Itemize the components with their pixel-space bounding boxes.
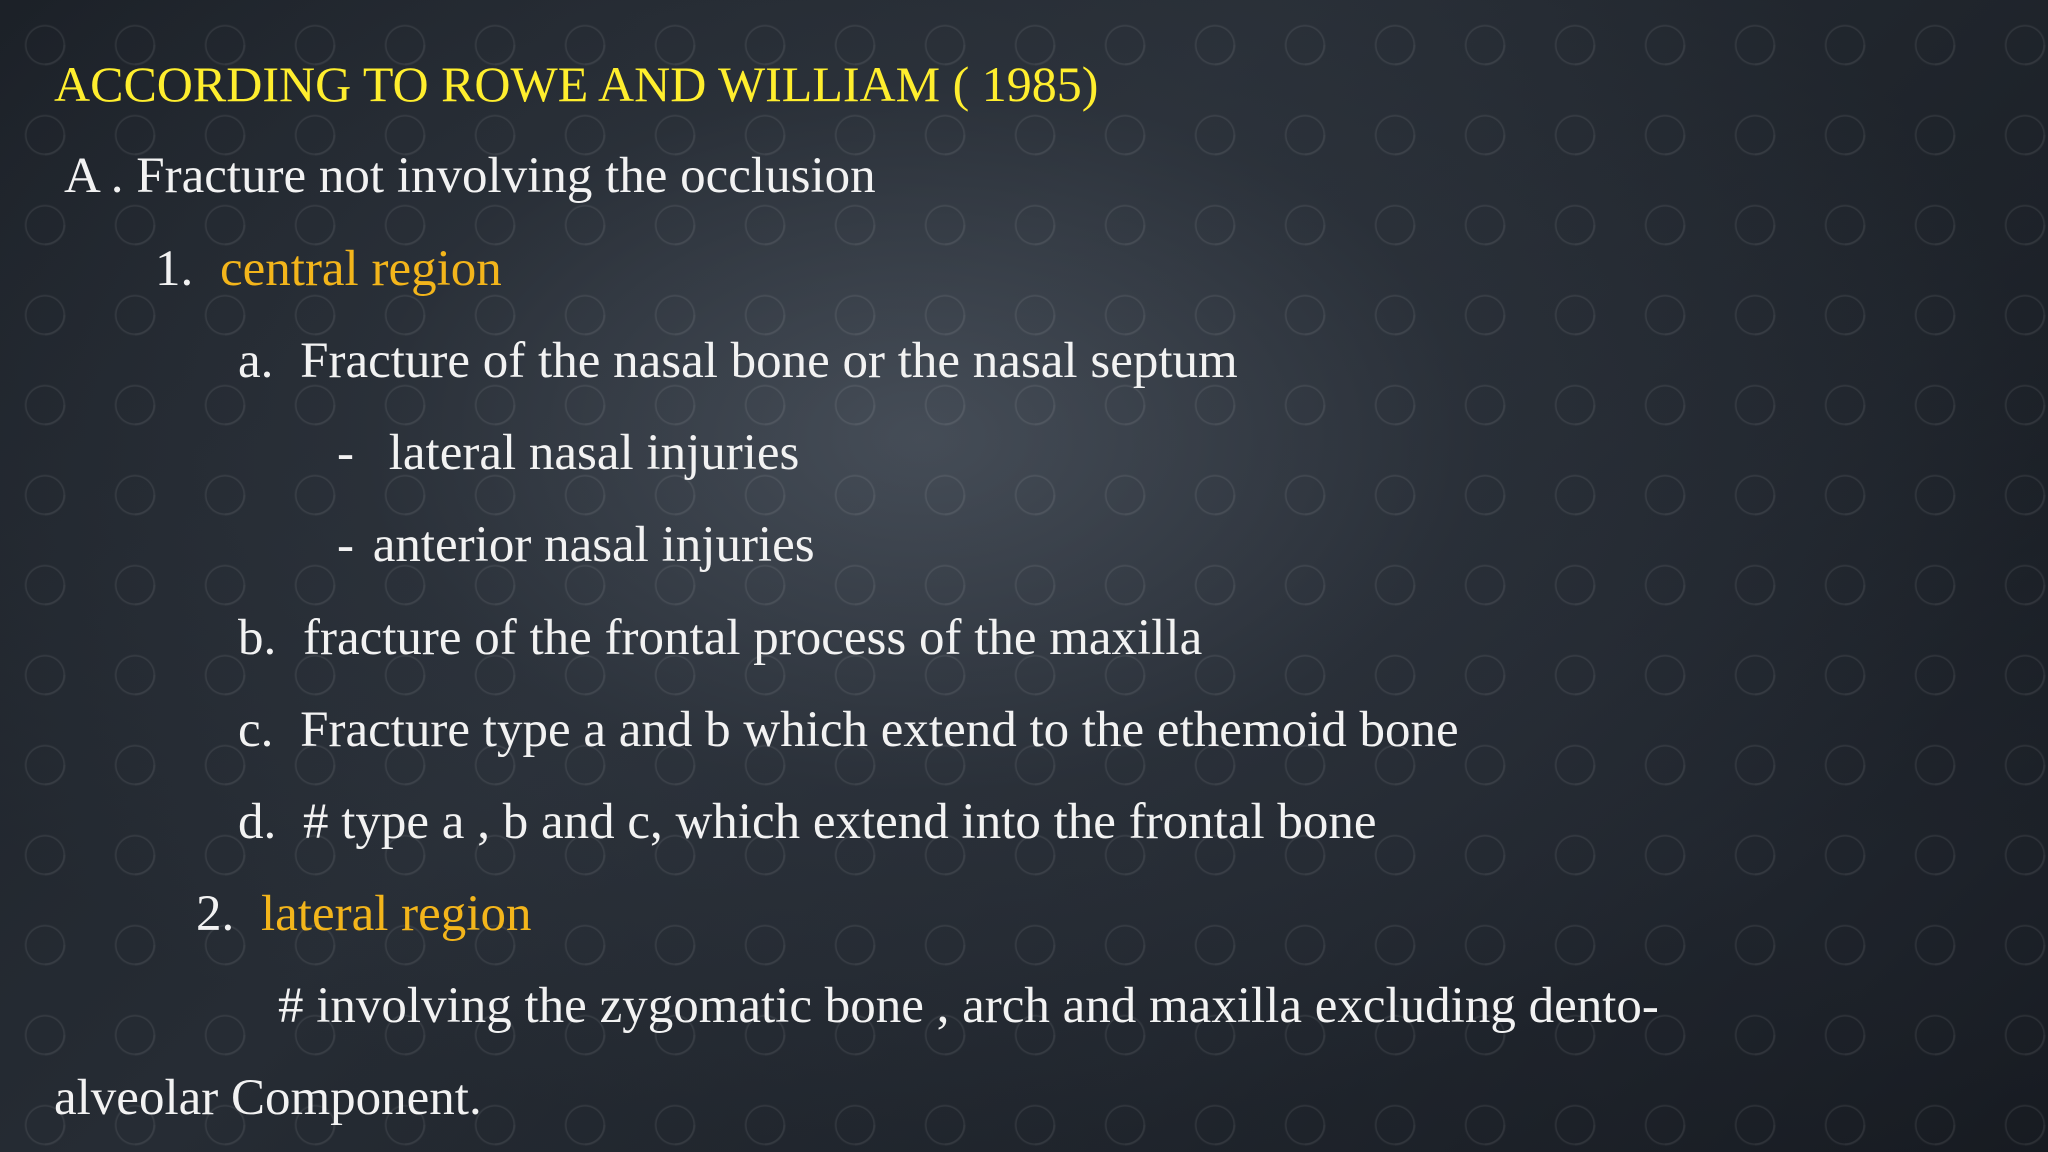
- list-item-1d-letter: d.: [238, 794, 277, 850]
- dash-text: anterior nasal injuries: [372, 517, 815, 573]
- list-item-2: [196, 884, 531, 944]
- dash-marker: -: [337, 425, 354, 481]
- list-item-1a-dash-1: [337, 423, 799, 483]
- list-item-2-description-line-2: alveolar Component.: [54, 1070, 482, 1126]
- list-item-1a-dash-2: [337, 515, 815, 575]
- list-item-1: [155, 239, 502, 299]
- list-item-1d: [238, 792, 1377, 852]
- list-item-1a: [238, 331, 1238, 391]
- list-item-1d-text: # type a , b and c, which extend into the frontal bone: [303, 794, 1377, 850]
- list-item-2-label: lateral region: [261, 886, 532, 942]
- list-item-1b-letter: b.: [238, 610, 277, 666]
- slide-title: ACCORDING TO ROWE AND WILLIAM ( 1985): [54, 56, 1099, 112]
- list-item-1c: [238, 700, 1459, 760]
- list-item-1-label: central region: [220, 241, 502, 297]
- list-item-1b-text: fracture of the frontal process of the maxilla: [303, 610, 1203, 666]
- list-item-1a-text: Fracture of the nasal bone or the nasal septum: [300, 333, 1238, 389]
- list-item-1-number: 1.: [155, 241, 194, 297]
- list-item-1c-text: Fracture type a and b which extend to the ethemoid bone: [300, 702, 1459, 758]
- heading-a: A . Fracture not involving the occlusion: [64, 148, 876, 204]
- dash-marker: -: [337, 517, 354, 573]
- list-item-2-number: 2.: [196, 886, 235, 942]
- list-item-1a-letter: a.: [238, 333, 274, 389]
- dash-text: lateral nasal injuries: [388, 425, 800, 481]
- list-item-1c-letter: c.: [238, 702, 274, 758]
- list-item-1b: [238, 608, 1202, 668]
- list-item-2-description-line-1: # involving the zygomatic bone , arch and maxilla excluding dento-: [278, 978, 1659, 1034]
